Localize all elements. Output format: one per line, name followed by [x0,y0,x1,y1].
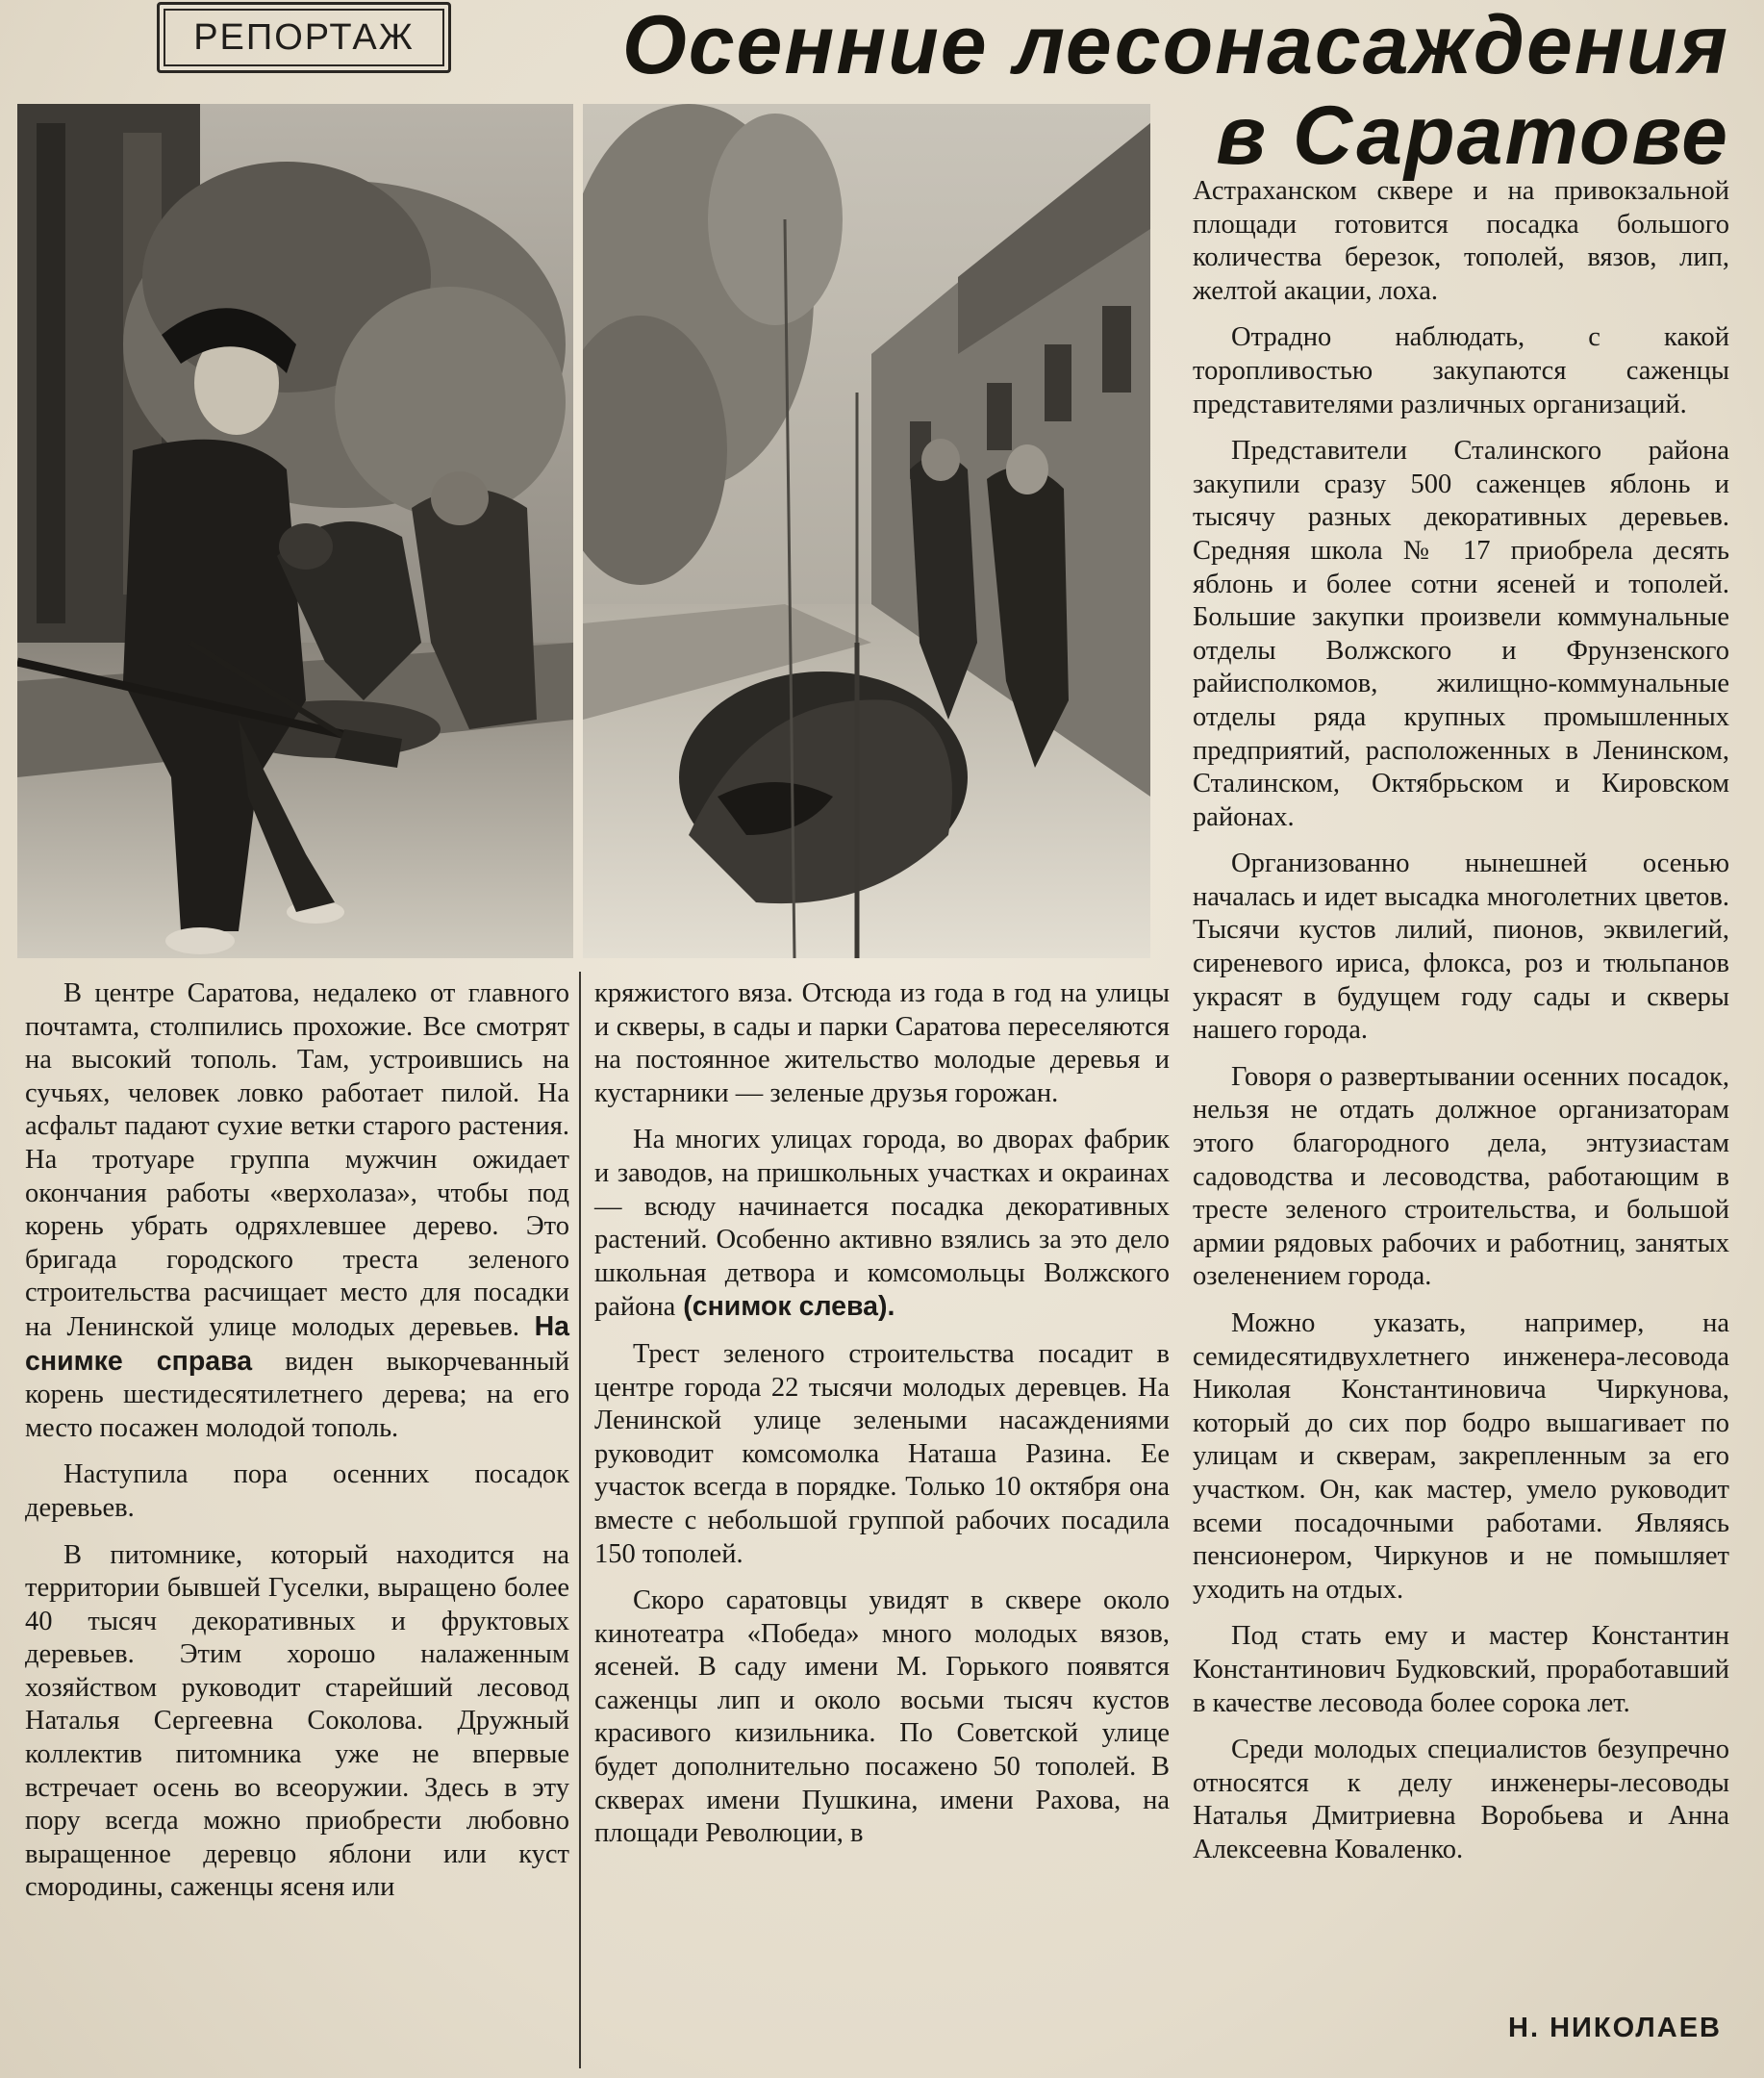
workers-digging-photo [17,104,573,958]
article-column-3 [1193,175,1729,1881]
paragraph [594,1124,1170,1325]
photo-reference-left: (снимок слева). [675,1291,895,1323]
author-signature: Н. НИКОЛАЕВ [1508,2013,1722,2043]
paragraph: Астраханском сквере и на привокзальной площади готовится посадка большого количества березок, тополей, вязов, лип, желтой акации, лоха. [1193,176,1729,306]
paragraph [25,977,569,1445]
photo-reference-right: На снимке справа [25,1310,570,1377]
column-divider [579,972,581,2068]
paragraph: Наступила пора осенних посадок деревьев. [25,1459,569,1523]
paragraph: Под стать ему и мастер Константин Константинович Будковский, проработавший в качестве лесовода более сорока лет. [1193,1621,1729,1718]
paragraph: Среди молодых специалистов безупречно относятся к делу инженеры-лесоводы Наталья Дмитриевна Воробьева и Анна Алексеевна Коваленко. [1193,1735,1729,1864]
paragraph-text: виден выкорчеванный корень шестидесятилетнего дерева; на его место посажен молодой тополь. [25,1346,569,1443]
paragraph: Отрадно наблюдать, с какой торопливостью закупаются саженцы представителями различных организаций. [1193,322,1729,419]
article-column-1 [25,977,569,1918]
uprooted-root-image [583,104,1150,958]
paragraph: Скоро саратовцы увидят в сквере около кинотеатра «Победа» много молодых вязов, ясеней. В саду имени М. Горького появятся саженцы лип и около восьми тысяч кустов красивого кизильника. По Советской улице будет дополнительно посажено 50 тополей. В скверах имени Пушкина, имени Рахова, на площади Революции, в [594,1585,1170,1849]
paragraph: Организованно нынешней осенью началась и идет высадка многолетних цветов. Тысячи кустов лилий, пионов, эквилегий, сиреневого ириса, флокса, роз и тюльпанов украсят в будущем году сады и скверы нашего города. [1193,849,1729,1046]
rubric-label: РЕПОРТАЖ [157,2,451,73]
paragraph: Трест зеленого строительства посадит в центре города 22 тысячи молодых деревцев. На Ленинской улице зелеными насаждениями руководит комсомолка Наташа Разина. Ее участок всегда в порядке. Только 10 октября она вместе с небольшой группой рабочих посадила 150 тополей. [594,1338,1170,1569]
paragraph: Представители Сталинского района закупили сразу 500 саженцев яблонь и тысячу разных декоративных деревьев. Средняя школа № 17 приобрела десять яблонь и более сотни ясеней и тополей. Большие закупки произвели коммунальные отделы Волжского и Фрунзенского райисполкомов, жилищно-коммунальные отделы ряда крупных промышленных предприятий, расположенных в Ленинском, Сталинском, Октябрьском и Кировском районах. [1193,436,1729,832]
paragraph: кряжистого вяза. Отсюда из года в год на улицы и скверы, в сады и парки Саратова переселяются на постоянное жительство молодые деревья и кустарники — зеленые друзья горожан. [594,978,1170,1108]
paragraph: Можно указать, например, на семидесятидвухлетнего инженера-лесовода Николая Константиновича Чиркунова, который до сих пор бодро вышагивает по улицам и скверам, закрепленным за его участком. Он, как мастер, умело руководит всеми посадочными работами. Являясь пенсионером, Чиркунов и не помышляет уходить на отдых. [1193,1308,1729,1605]
article-column-2 [594,977,1170,1864]
paragraph-text: В центре Саратова, недалеко от главного почтамта, столпились прохожие. Все смотрят на высокий тополь. Там, устроившись на сучьях, человек ловко работает пилой. На асфальт падают сухие ветки старого растения. На тротуаре группа мужчин ожидает окончания работы «верхолаза», чтобы под корень убрать одряхлевшее дерево. Это бригада городского треста зеленого строительства расчищает место для посадки на Ленинской улице молодых деревьев. [25,978,569,1342]
headline-line-2: в Саратове [1216,89,1729,182]
workers-digging-image [17,104,573,958]
paragraph: Говоря о развертывании осенних посадок, нельзя не отдать должное организаторам этого благородного дела, энтузиастам садоводства и лесоводства, работающим в тресте зеленого строительства, и большой армии рядовых рабочих и работниц, занятых озеленением города. [1193,1061,1729,1292]
paragraph: В питомнике, который находится на территории бывшей Гуселки, выращено более 40 тысяч декоративных и фруктовых деревьев. Этим хорошо налаженным хозяйством руководит старейший лесовод Наталья Сергеевна Соколова. Дружный коллектив питомника уже не впервые встречает осень во всеоружии. Здесь в эту пору всегда можно приобрести любовно выращенное деревцо яблони или куст смородины, саженцы ясеня или [25,1539,569,1903]
uprooted-root-photo [583,104,1150,958]
headline-line-1: Осенние лесонасаждения [621,0,1729,91]
paragraph-text: На многих улицах города, во дворах фабрик и заводов, на пришкольных участках и окраинах — всюду начинается посадка декоративных растений. Особенно активно взялись за это дело школьная детвора и комсомольцы Волжского района [594,1125,1170,1323]
